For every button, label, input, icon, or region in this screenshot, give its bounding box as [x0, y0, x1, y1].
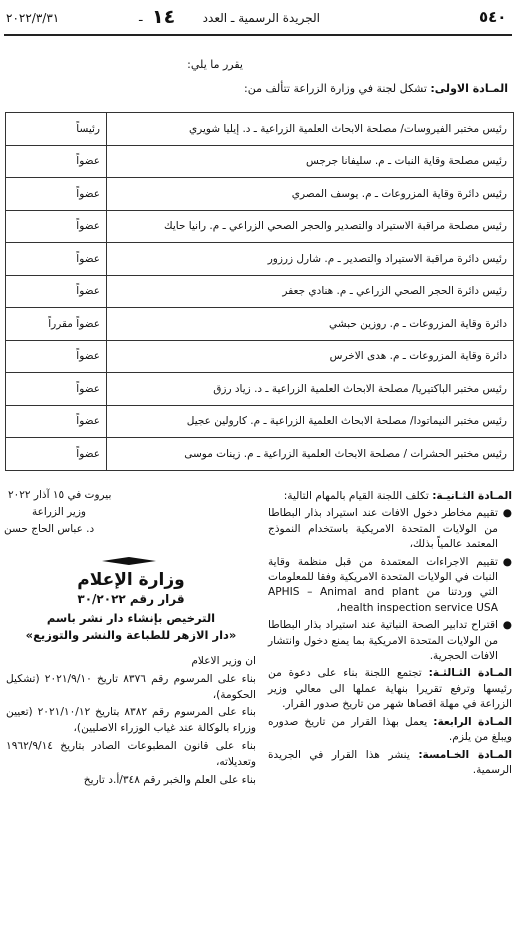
article-5-text: ينشر هذا القرار في الجريدة الرسمية.	[268, 748, 512, 776]
decision-body	[6, 654, 256, 788]
article-2-label: المـادة الثـانيـة:	[432, 490, 512, 502]
member-role: رئيساً	[6, 113, 107, 146]
bullet-icon: ●	[502, 555, 512, 568]
article-4-label: المـادة الرابعة:	[433, 715, 513, 728]
member-name: رئيس مختبر الباكتيريا/ مصلحة الابحاث العلمية الزراعية ـ د. زياد رزق	[107, 373, 514, 406]
article-1-text: تشكل لجنة في وزارة الزراعة تتألف من:	[244, 82, 431, 95]
article-2	[268, 489, 512, 504]
task-bullet	[268, 618, 512, 664]
decision-number: قرار رقم ٣٠/٢٠٢٢	[77, 592, 185, 606]
page-number: ٥٤٠	[479, 8, 507, 26]
sign-place-date: بيروت في ١٥ آذار ٢٠٢٢	[8, 489, 112, 501]
header-rule	[4, 34, 512, 36]
subject-line: الترخيص بإنشاء دار نشر باسم	[46, 611, 216, 625]
body-paragraph: ان وزير الاعلام	[191, 655, 256, 667]
articles-column	[268, 489, 512, 780]
committee-table	[5, 112, 514, 471]
member-role: عضواً	[6, 178, 107, 211]
issue-number: ١٤	[152, 6, 176, 28]
article-5-label: المـادة الخـامسة:	[418, 748, 512, 761]
section-divider-icon	[102, 556, 156, 566]
table-row	[6, 340, 514, 373]
table-row	[6, 243, 514, 276]
intro-text: يقرر ما يلي:	[187, 58, 243, 71]
article-4-text: يعمل بهذا القرار من تاريخ صدوره ويبلغ من يلزم.	[268, 715, 512, 744]
member-name: رئيس مختبر النيماتودا/ مصلحة الابحاث العلمية الزراعية ـ م. كارولين عجيل	[107, 405, 514, 438]
table-row	[6, 275, 514, 308]
member-role: عضواً	[6, 405, 107, 438]
article-1	[244, 82, 508, 95]
member-name: رئيس مصلحة وقاية النبات ـ م. سليفانا جرجس	[107, 145, 514, 178]
member-name: رئيس مختبر الحشرات / مصلحة الابحاث العلمية الزراعية ـ م. زينات موسى	[107, 438, 514, 471]
article-4	[268, 715, 512, 746]
body-paragraph: بناء على المرسوم رقم ٨٣٨٢ بتاريخ ٢٠٢١/١٠/١٢ (تعيين وزراء بالوكالة عند غياب الوزراء الاصليين)،	[6, 706, 256, 735]
body-paragraph: بناء على العلم والخبر رقم ٣٤٨/أ.د تاريخ	[83, 773, 256, 786]
table-row	[6, 210, 514, 243]
task-text: اقتراح تدابير الصحة النباتية عند استيراد بذار البطاطا من الولايات المتحدة الامريكية بما يمنع دخول وانتشار الافات الحجرية.	[268, 619, 498, 663]
article-3-label: المـادة الثـالثـة:	[428, 667, 512, 680]
member-name: رئيس دائرة الحجر الصحي الزراعي ـ م. هنادي جعفر	[107, 275, 514, 308]
member-name: رئيس دائرة وقاية المزروعات ـ م. يوسف المصري	[107, 178, 514, 211]
subject-line: «دار الازهر للطباعة والنشر والتوزيع»	[25, 628, 237, 642]
task-bullet	[268, 506, 512, 552]
member-role: عضواً مقرراً	[6, 308, 107, 341]
table-row	[6, 438, 514, 471]
bullet-icon: ●	[502, 619, 512, 632]
member-role: عضواً	[6, 145, 107, 178]
table-row	[6, 308, 514, 341]
member-role: عضواً	[6, 275, 107, 308]
task-text: تقييم الاجراءات المعتمدة من قبل منظمة وقاية النبات في الولايات المتحدة الامريكية وفقا للمعلومات التي وردتنا من APHIS – Animal and plant health inspection service USA،	[268, 555, 498, 614]
member-role: عضواً	[6, 373, 107, 406]
issue-date: ٢٠٢٢/٣/٣١	[6, 11, 60, 25]
header-dash: ـ	[139, 10, 143, 24]
body-paragraph: بناء على المرسوم رقم ٨٣٧٦ تاريخ ٢٠٢١/٩/١٠ (تشكيل الحكومة)،	[6, 672, 256, 701]
body-paragraph: بناء على قانون المطبوعات الصادر بتاريخ ١٩٦٢/٩/١٤ وتعديلاته،	[6, 739, 256, 768]
task-text: تقييم مخاطر دخول الافات عند استيراد بذار البطاطا من الولايات المتحدة الامريكية باستخدام النموذج المعتمد عالمياً بذلك،	[268, 507, 498, 551]
member-role: عضواً	[6, 340, 107, 373]
table-row	[6, 405, 514, 438]
ministry-section	[6, 570, 256, 790]
page-header	[0, 0, 516, 40]
sign-name: د. عباس الحاج حسن	[4, 523, 95, 535]
member-name: رئيس مختبر الفيروسات/ مصلحة الابحاث العلمية الزراعية ـ د. إيليا شويري	[107, 113, 514, 146]
gazette-title: الجريدة الرسمية ـ العدد	[202, 11, 320, 25]
article-5	[268, 748, 512, 779]
task-bullet	[268, 555, 512, 617]
sign-minister: وزير الزراعة	[32, 506, 86, 518]
member-role: عضواً	[6, 210, 107, 243]
member-name: رئيس دائرة مراقبة الاستيراد والتصدير ـ م. شارل زرزور	[107, 243, 514, 276]
member-role: عضواً	[6, 438, 107, 471]
article-2-text: تكلف اللجنة القيام بالمهام التالية:	[283, 490, 433, 502]
member-name: دائرة وقاية المزروعات ـ م. هدى الاخرس	[107, 340, 514, 373]
ministry-title: وزارة الإعلام	[77, 570, 185, 590]
member-name: دائرة وقاية المزروعات ـ م. روزين حبشي	[107, 308, 514, 341]
article-1-label: المـادة الاولى:	[430, 82, 508, 95]
bullet-icon: ●	[502, 507, 512, 520]
table-row	[6, 373, 514, 406]
decision-subject	[6, 610, 256, 644]
table-row	[6, 178, 514, 211]
signature-block	[4, 487, 154, 538]
article-3-text: تجتمع اللجنة بناء على دعوة من رئيسها وترفع تقريرا بنهاية عملها الى معالي وزير الزراعة في مهلة اقصاها شهر من تاريخ صدور القرار.	[268, 667, 512, 711]
table-row	[6, 113, 514, 146]
article-3	[268, 666, 512, 712]
member-name: رئيس مصلحة مراقبة الاستيراد والتصدير والحجر الصحي الزراعي ـ م. رانيا حايك	[107, 210, 514, 243]
member-role: عضواً	[6, 243, 107, 276]
table-row	[6, 145, 514, 178]
